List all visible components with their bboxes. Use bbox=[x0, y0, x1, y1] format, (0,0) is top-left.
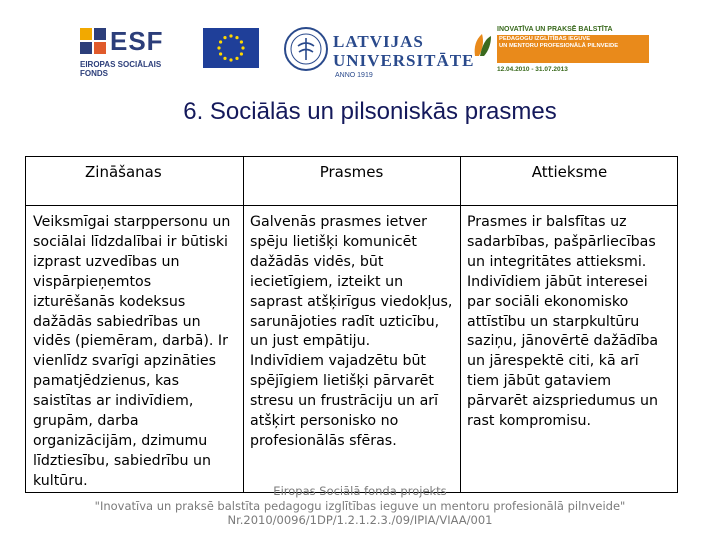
university-name-line1: LATVIJAS bbox=[333, 32, 424, 51]
university-logo bbox=[283, 26, 475, 82]
esf-subtitle bbox=[80, 60, 161, 78]
cell-knowledge: Veiksmīgai starppersonu un sociālai līdzdalībai ir būtiski izprast uzvedības un vispārpieņemtos izturēšanās kodeksus dažādās sabiedrības un vidēs (piemēram, darbā). Ir vienlīdz svarīgi apzināties pamatjēdzienus, kas saistītas ar indivīdiem, grupām, darba organizācijām, dzimumu līdztiesību, sabiedrību un kultūru. bbox=[33, 214, 231, 489]
project-band-line1: PEDAGOGU IZGLĪTĪBAS IEGUVE bbox=[499, 36, 591, 42]
competence-table bbox=[25, 156, 678, 493]
slide-title: 6. Sociālās un pilsoniskās prasmes bbox=[183, 98, 557, 125]
header-skills: Prasmes bbox=[319, 163, 384, 181]
header-knowledge: Zināšanas bbox=[85, 163, 162, 181]
project-band bbox=[497, 35, 649, 63]
university-seal-icon bbox=[283, 26, 329, 72]
university-name-line2: UNIVERSITĀTE bbox=[333, 51, 475, 70]
esf-subtitle-line2: FONDS bbox=[80, 69, 108, 78]
column-divider bbox=[243, 157, 244, 492]
header-divider bbox=[26, 205, 677, 206]
footer-line1: Eiropas Sociālā fonda projekts bbox=[273, 484, 447, 498]
project-band-line2: UN MENTORU PROFESIONĀLĀ PILNVEIDE bbox=[499, 43, 619, 49]
header-attitude: Attieksme bbox=[531, 163, 608, 181]
university-anno: ANNO 1919 bbox=[335, 72, 373, 79]
logo-bar bbox=[0, 24, 720, 84]
esf-logo-icon bbox=[80, 28, 106, 54]
project-logo-icon bbox=[471, 30, 493, 58]
project-dates: 12.04.2010 - 31.07.2013 bbox=[497, 66, 568, 73]
cell-skills: Galvenās prasmes ietver spēju lietišķi komunicēt dažādās vidēs, būt iecietīgiem, izteikt un saprast atšķirīgus viedokļus, sarunājoties radīt uzticību, un just empātiju. Indivīdiem vajadzētu būt spējīgiem lietišķi pārvarēt stresu un frustrāciju un arī atšķirt personisko no profesionālās sfēras. bbox=[250, 214, 453, 449]
cell-attitude: Prasmes ir balsfītas uz sadarbības, pašpārliecības un integritātes attieksmi. Indivīdiem jābūt interesei par sociāli ekonomisko attīstību un starpkultūru saziņu, jānovērtē dažādība un jārespektē citi, kā arī tiem jābūt gataviem pārvarēt aizspriedumus un rast kompromisu. bbox=[467, 214, 659, 430]
project-logo bbox=[471, 24, 651, 80]
footer bbox=[0, 484, 720, 528]
footer-line2: "Inovatīva un praksē balstīta pedagogu izglītības ieguve un mentoru profesionālā pilnveide" bbox=[94, 498, 626, 513]
project-title: INOVATĪVA UN PRAKSĒ BALSTĪTA bbox=[497, 26, 613, 33]
esf-logo bbox=[80, 28, 200, 84]
esf-wordmark: ESF bbox=[110, 26, 164, 56]
column-divider bbox=[460, 157, 461, 492]
esf-subtitle-line1: EIROPAS SOCIĀLAIS bbox=[80, 60, 162, 69]
eu-flag-icon bbox=[203, 28, 259, 68]
footer-line3: Nr.2010/0096/1DP/1.2.1.2.3./09/IPIA/VIAA/001 bbox=[227, 513, 493, 527]
